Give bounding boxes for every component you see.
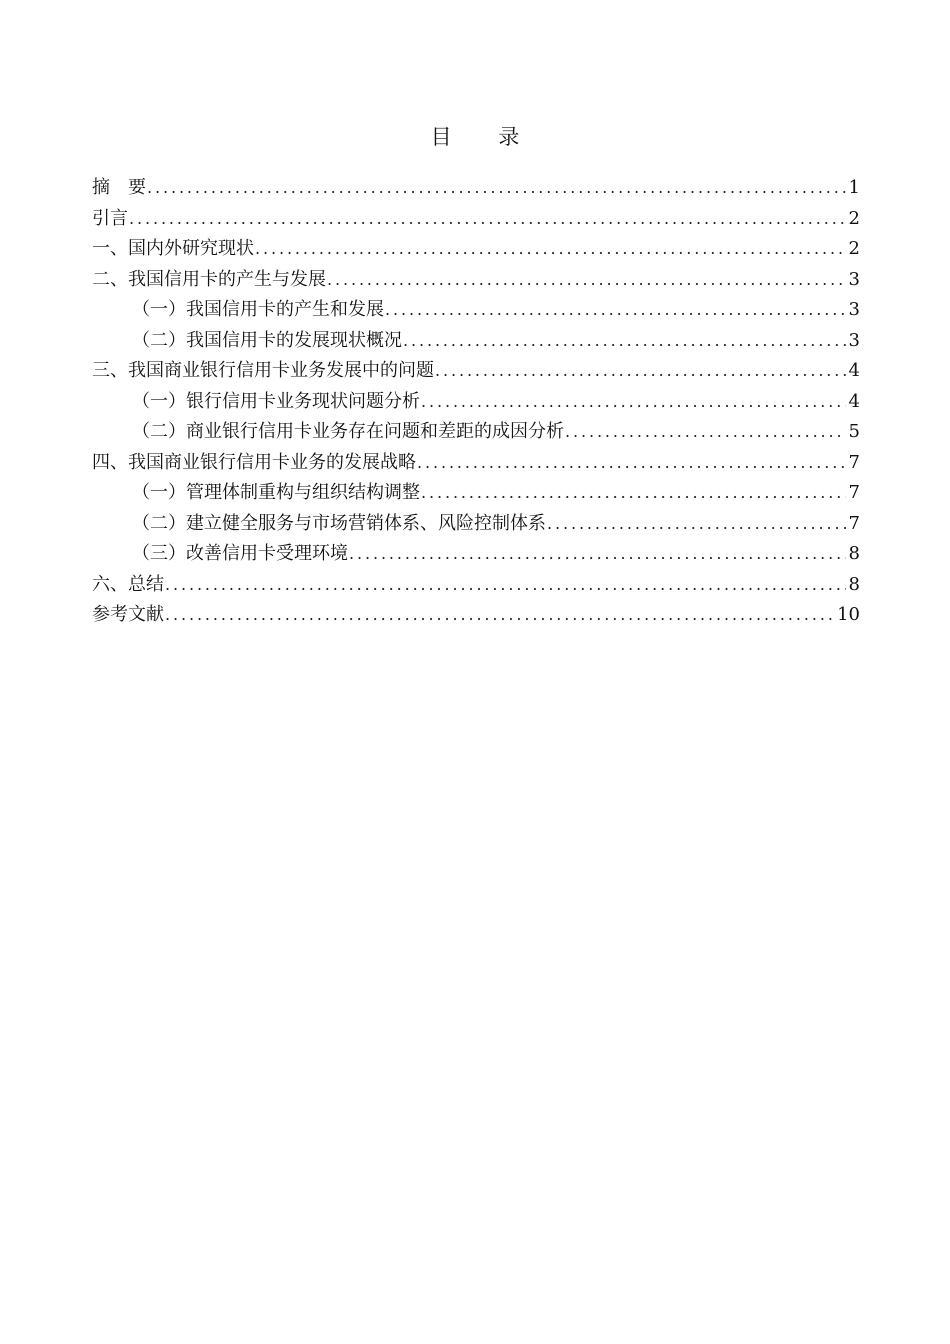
table-of-contents bbox=[92, 173, 860, 631]
toc-dot-leader bbox=[165, 600, 834, 630]
toc-entry-label: （二）我国信用卡的发展现状概况 bbox=[132, 329, 402, 351]
toc-entry[interactable] bbox=[92, 204, 860, 235]
toc-page-number: 4 bbox=[848, 360, 860, 381]
toc-entry-label: （二）商业银行信用卡业务存在问题和差距的成因分析 bbox=[132, 421, 564, 442]
toc-page-number: 3 bbox=[848, 268, 860, 290]
toc-entry-label: （二）建立健全服务与市场营销体系、风险控制体系 bbox=[132, 512, 546, 534]
toc-entry-label: 三、我国商业银行信用卡业务发展中的问题 bbox=[92, 360, 434, 381]
toc-subentry[interactable] bbox=[92, 326, 860, 357]
toc-entry-label: 二、我国信用卡的产生与发展 bbox=[92, 268, 326, 290]
toc-dot-leader bbox=[547, 509, 846, 539]
toc-entry-label: （三）改善信用卡受理环境 bbox=[132, 543, 348, 564]
toc-entry[interactable] bbox=[92, 600, 860, 631]
toc-subentry[interactable] bbox=[92, 509, 860, 540]
toc-entry-label: （一）管理体制重构与组织结构调整 bbox=[132, 482, 420, 503]
toc-page-number: 7 bbox=[848, 451, 860, 473]
toc-subentry[interactable] bbox=[92, 295, 860, 326]
toc-subentry[interactable] bbox=[92, 417, 860, 448]
toc-entry-label: 一、国内外研究现状 bbox=[92, 238, 254, 259]
toc-dot-leader bbox=[327, 265, 846, 295]
toc-page-number: 2 bbox=[848, 238, 860, 259]
toc-page-number: 8 bbox=[848, 573, 860, 595]
toc-dot-leader bbox=[349, 539, 846, 569]
toc-dot-leader bbox=[403, 326, 846, 356]
toc-entry-label: 四、我国商业银行信用卡业务的发展战略 bbox=[92, 451, 416, 473]
toc-entry[interactable] bbox=[92, 265, 860, 296]
toc-entry-label: 六、总结 bbox=[92, 573, 164, 595]
toc-dot-leader bbox=[165, 570, 846, 600]
toc-entry[interactable] bbox=[92, 356, 860, 387]
toc-page-number: 5 bbox=[848, 421, 860, 442]
toc-entry-label: （一）我国信用卡的产生和发展 bbox=[132, 299, 384, 320]
toc-dot-leader bbox=[435, 356, 846, 386]
toc-page-number: 7 bbox=[848, 482, 860, 503]
toc-dot-leader bbox=[255, 234, 846, 264]
toc-entry[interactable] bbox=[92, 173, 860, 204]
toc-dot-leader bbox=[421, 478, 846, 508]
toc-entry-label: 参考文献 bbox=[92, 604, 164, 625]
toc-subentry[interactable] bbox=[92, 387, 860, 418]
toc-entry-label: 摘 要 bbox=[92, 177, 146, 198]
toc-subentry[interactable] bbox=[92, 539, 860, 570]
toc-page-number: 4 bbox=[848, 390, 860, 412]
toc-page-number: 8 bbox=[848, 543, 860, 564]
toc-page-number: 7 bbox=[848, 512, 860, 534]
toc-dot-leader bbox=[147, 173, 846, 203]
toc-entry[interactable] bbox=[92, 234, 860, 265]
toc-page-number: 3 bbox=[848, 299, 860, 320]
toc-dot-leader bbox=[385, 295, 846, 325]
toc-entry[interactable] bbox=[92, 448, 860, 479]
toc-dot-leader bbox=[417, 448, 846, 478]
toc-page-number: 2 bbox=[848, 207, 860, 229]
toc-dot-leader bbox=[565, 417, 846, 447]
toc-page-number: 10 bbox=[837, 604, 860, 625]
toc-entry-label: （一）银行信用卡业务现状问题分析 bbox=[132, 390, 420, 412]
toc-dot-leader bbox=[421, 387, 846, 417]
toc-title: 目 录 bbox=[430, 125, 540, 149]
toc-entry-label: 引言 bbox=[92, 207, 128, 229]
toc-entry[interactable] bbox=[92, 570, 860, 601]
toc-subentry[interactable] bbox=[92, 478, 860, 509]
toc-page-number: 3 bbox=[848, 329, 860, 351]
toc-page-number: 1 bbox=[848, 177, 860, 198]
toc-dot-leader bbox=[129, 204, 846, 234]
